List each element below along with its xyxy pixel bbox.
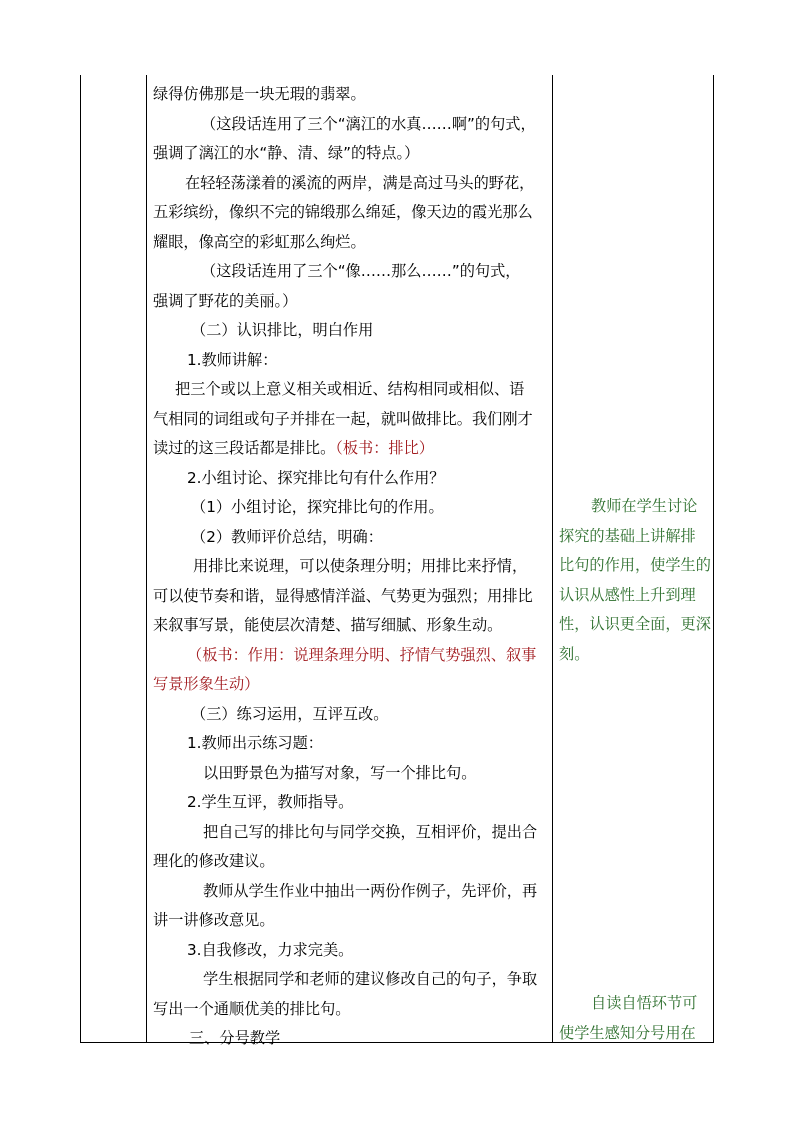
lesson-text: 1.教师出示练习题：: [187, 734, 323, 752]
lesson-text: 1.教师讲解：: [187, 350, 278, 369]
lesson-text: 写出一个通顺优美的排比句。: [153, 999, 351, 1018]
lesson-text: 学生根据同学和老师的建议修改自己的句子，争取: [203, 970, 538, 988]
note-line: 认识从感性上升到理: [559, 585, 696, 604]
lesson-text: 五彩缤纷，像织不完的锦缎那么绵延，像天边的霞光那么: [153, 203, 533, 221]
lesson-line: [153, 523, 551, 553]
lesson-line: [153, 788, 551, 818]
blackboard-note: 写景形象生动）: [153, 675, 260, 693]
lesson-text: 在轻轻荡漾着的溪流的两岸，满是高过马头的野花，: [185, 173, 535, 192]
design-note-1: [559, 492, 711, 669]
lesson-text: （三）练习运用，互评互改。: [191, 704, 389, 723]
lesson-text: 耀眼，像高空的彩虹那么绚烂。: [153, 232, 366, 251]
note-line: 教师在学生讨论: [591, 497, 698, 515]
lesson-text: 理化的修改建议。: [153, 852, 275, 870]
note-line: 使学生感知分号用在: [559, 1023, 696, 1042]
lesson-content: [153, 80, 551, 1054]
lesson-line: [153, 434, 551, 464]
lesson-text: 把三个或以上意义相关或相近、结构相同或相似、语: [175, 380, 525, 398]
lesson-line: [153, 257, 551, 287]
lesson-text: （二）认识排比，明白作用: [191, 321, 374, 339]
note-line: 比句的作用，使学生的: [559, 556, 711, 574]
lesson-line: [153, 759, 551, 789]
lesson-line: [153, 198, 551, 228]
lesson-line: [153, 139, 551, 169]
lesson-text: （这段话连用了三个“像……那么……”的句式，: [201, 262, 521, 280]
blackboard-note: （板书：作用：说理条理分明、抒情气势强烈、叙事: [187, 645, 537, 664]
lesson-text: 2.小组讨论、探究排比句有什么作用？: [187, 468, 445, 487]
note-line: 探究的基础上讲解排: [559, 526, 696, 545]
lesson-line: [153, 405, 551, 435]
note-line: 性，认识更全面，更深: [559, 615, 711, 633]
lesson-text: 把自己写的排比句与同学交换，互相评价，提出合: [203, 822, 538, 841]
lesson-line: [153, 287, 551, 317]
lesson-text: 强调了漓江的水“静、清、绿”的特点。）: [153, 144, 420, 162]
table-right-border: [713, 75, 714, 1042]
lesson-text: 可以使节奏和谐，显得感情洋溢、气势更为强烈；用排比: [153, 586, 533, 605]
blackboard-note: （板书：排比）: [335, 439, 434, 457]
lesson-text: （2）教师评价总结，明确：: [191, 527, 383, 546]
lesson-text: 三、分号教学: [189, 1029, 281, 1047]
lesson-line: [153, 965, 551, 995]
lesson-text: 用排比来说理，可以使条理分明；用排比来抒情，: [193, 557, 528, 575]
lesson-line: [153, 80, 551, 110]
lesson-text: 3.自我修改，力求完美。: [187, 940, 354, 959]
lesson-line: [153, 877, 551, 907]
table-col-divider-1: [146, 75, 147, 1042]
note-line: 刻。: [559, 644, 590, 663]
lesson-text: 以田野景色为描写对象，写一个排比句。: [203, 763, 477, 782]
lesson-text: 气相同的词组或句子并排在一起，就叫做排比。我们刚才: [153, 409, 533, 428]
lesson-text: 来叙事写景，能使层次清楚、描写细腻、形象生动。: [153, 616, 503, 634]
lesson-line: [153, 316, 551, 346]
lesson-line: [153, 641, 551, 671]
lesson-line: [153, 818, 551, 848]
lesson-text: 教师从学生作业中抽出一两份作例子，先评价，再: [203, 881, 538, 900]
lesson-line: [153, 375, 551, 405]
lesson-line: [153, 995, 551, 1025]
lesson-line: [153, 464, 551, 494]
lesson-line: [153, 611, 551, 641]
lesson-line: [153, 169, 551, 199]
lesson-line: [153, 552, 551, 582]
lesson-text: 讲一讲修改意见。: [153, 911, 275, 929]
lesson-text: 读过的这三段话都是排比。: [153, 439, 336, 457]
lesson-line: [153, 493, 551, 523]
lesson-line: [153, 110, 551, 140]
lesson-text: （1）小组讨论，探究排比句的作用。: [191, 498, 444, 516]
lesson-line: [153, 1024, 551, 1054]
lesson-line: [153, 729, 551, 759]
lesson-line: [153, 346, 551, 376]
lesson-line: [153, 847, 551, 877]
lesson-text: 强调了野花的美丽。）: [153, 291, 298, 310]
table-left-border: [80, 75, 81, 1042]
lesson-line: [153, 906, 551, 936]
lesson-line: [153, 936, 551, 966]
table-col-divider-2: [552, 75, 553, 1042]
lesson-line: [153, 670, 551, 700]
design-note-2: [559, 989, 711, 1048]
note-line: 自读自悟环节可: [591, 994, 698, 1012]
lesson-text: （这段话连用了三个“漓江的水真……啊”的句式，: [201, 114, 536, 133]
lesson-line: [153, 700, 551, 730]
lesson-line: [153, 228, 551, 258]
lesson-line: [153, 582, 551, 612]
lesson-text: 绿得仿佛那是一块无瑕的翡翠。: [153, 85, 366, 103]
lesson-text: 2.学生互评，教师指导。: [187, 793, 354, 811]
